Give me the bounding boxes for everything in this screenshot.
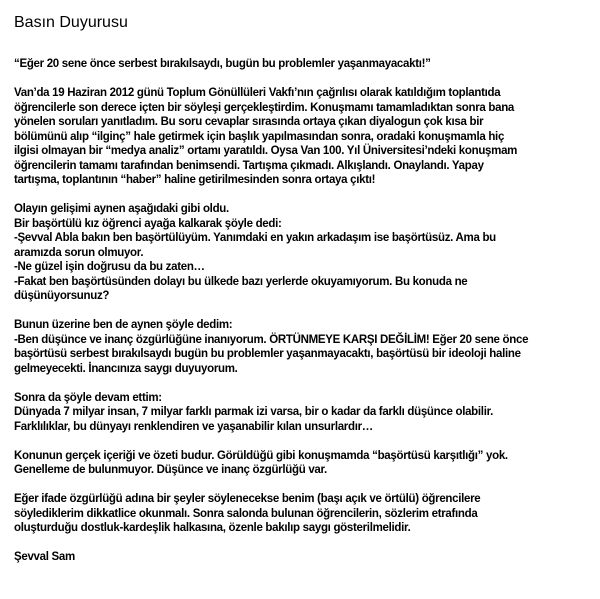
text-line: ilgisi olmayan bir “medya analiz” ortamı yaratıldı. Oysa Van 100. Yıl Üniversitesi’ndeki konuşmam	[14, 145, 518, 157]
text-line: Genelleme de bulunmuyor. Düşünce ve inanç özgürlüğü var.	[14, 464, 327, 476]
text-line: gelmeyecekti. İnancınıza saygı duyuyorum.	[14, 362, 238, 375]
headline-quote: “Eğer 20 sene önce serbest bırakılsaydı, bugün bu problemler yaşanmayacaktı!”	[14, 58, 431, 70]
paragraph-summary	[14, 449, 592, 478]
text-line: yönelen soruları yanıtladım. Bu soru cevaplar sırasında ortaya çıkan diyalogun çok kısa bir	[14, 116, 484, 128]
signature: Şevval Sam	[14, 551, 75, 563]
text-line: -Ben düşünce ve inanç özgürlüğüne inanıyorum. ÖRTÜNMEYE KARŞI DEĞİLİM! Eğer 20 sene önce	[14, 333, 529, 346]
text-line: Eğer ifade özgürlüğü adına bir şeyler söylenecekse benim (başı açık ve örtülü) öğrencilere	[14, 493, 481, 505]
text-line: Farklılıklar, bu dünyayı renklendiren ve yaşanabilir kılan unsurlardır…	[14, 420, 373, 433]
text-line: Dünyada 7 milyar insan, 7 milyar farklı parmak izi varsa, bir o kadar da farklı düşünce olabilir.	[14, 406, 494, 418]
text-line: -Ne güzel işin doğrusu da bu zaten…	[14, 261, 205, 273]
text-line: bölümünü alıp “ilginç” hale getirmek için başlık yapılmasından sonra, oradaki konuşmamla hiç	[14, 130, 505, 143]
text-line: -Şevval Abla bakın ben başörtülüyüm. Yanımdaki en yakın arkadaşım ise başörtüsüz. Ama bu	[14, 232, 496, 244]
text-line: Van’da 19 Haziran 2012 günü Toplum Gönüllüleri Vakfı’nın çağrılısı olarak katıldığım toplantıda	[14, 87, 501, 99]
paragraph-continuation	[14, 391, 592, 435]
text-line: başörtüsü serbest bırakılsaydı bugün bu problemler yaşanmayacaktı, başörtüsü bir ideoloji haline	[14, 348, 521, 360]
paragraph-response	[14, 318, 592, 376]
text-line: öğrencilerle son derece içten bir söyleşi gerçekleştirdim. Konuşmamı tamamladıktan sonra bana	[14, 101, 515, 114]
text-line: öğrencilerin tamamı tarafından benimsendi. Tartışma çıkmadı. Alkışlandı. Onaylandı. Yapay	[14, 159, 484, 172]
paragraph-intro	[14, 86, 592, 188]
text-line: Konunun gerçek içeriği ve özeti budur. Görüldüğü gibi konuşmamda “başörtüsü karşıtlığı” yok.	[14, 449, 508, 462]
text-line: Bunun üzerine ben de aynen şöyle dedim:	[14, 319, 233, 331]
text-line: Sonra da şöyle devam ettim:	[14, 391, 162, 404]
text-line: -Fakat ben başörtüsünden dolayı bu ülkede bazı yerlerde okuyamıyorum. Bu konuda ne	[14, 275, 468, 288]
text-line: Olayın gelişimi aynen aşağıdaki gibi oldu.	[14, 203, 229, 215]
text-line: Bir başörtülü kız öğrenci ayağa kalkarak şöyle dedi:	[14, 217, 282, 230]
text-line: düşünüyorsunuz?	[14, 290, 110, 302]
document-title: Basın Duyurusu	[14, 14, 128, 31]
paragraph-dialogue	[14, 202, 592, 304]
text-line: oluşturduğu dostluk-kardeşlik halkasına, özenle bakılıp saygı gösterilmelidir.	[14, 522, 411, 534]
text-line: tartışma, toplantının “haber” haline getirilmesinden sonra ortaya çıktı!	[14, 174, 376, 186]
text-line: söylediklerim dikkatlice okunmalı. Sonra salonda bulunan öğrencilerin, sözlerim etrafında	[14, 507, 478, 520]
paragraph-closing	[14, 492, 592, 536]
text-line: aramızda sorun olmuyor.	[14, 246, 144, 259]
